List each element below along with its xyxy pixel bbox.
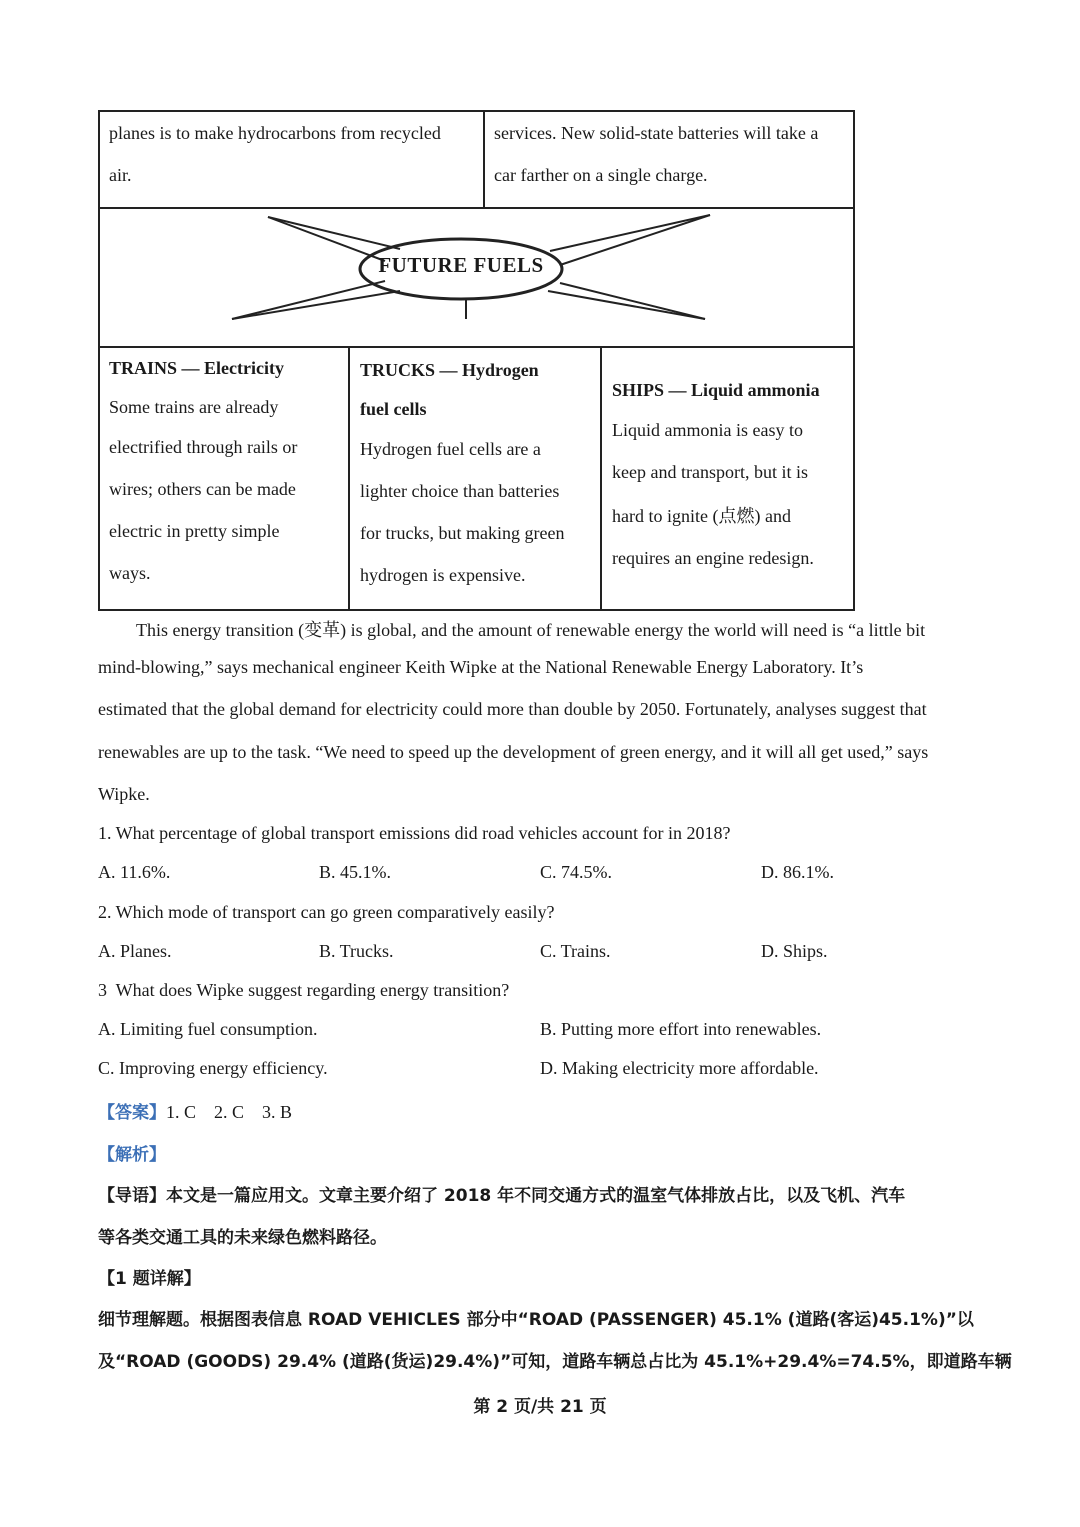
cell-line: services. New solid-state batteries will take a: [494, 123, 819, 143]
table-col-divider-2: [600, 346, 602, 610]
question-stem: 1. What percentage of global transport emissions did road vehicles account for in 2018?: [98, 823, 731, 843]
question-option: D. 86.1%.: [761, 862, 834, 882]
cell-trucks: [360, 350, 596, 596]
question-option: C. 74.5%.: [540, 862, 612, 882]
question-option: B. Putting more effort into renewables.: [540, 1019, 822, 1039]
cell-line: air.: [109, 165, 132, 185]
guide-line: 【导语】本文是一篇应用文。文章主要介绍了 2018 年不同交通方式的温室气体排放占比，以及飞机、汽车: [98, 1186, 906, 1206]
answer-label: 【答案】: [98, 1103, 166, 1123]
ships-heading: SHIPS — Liquid ammonia: [612, 380, 820, 400]
table-col-divider-1: [348, 346, 350, 610]
detail-line: 及“ROAD (GOODS) 29.4% (道路(货运)29.4%)”可知，道路车辆总占比为 45.1%+29.4%=74.5%，即道路车辆: [98, 1352, 1012, 1372]
question-option: A. 11.6%.: [98, 862, 171, 882]
diagram-spoke: [232, 281, 385, 319]
answer-value: 1. C 2. C 3. B: [166, 1102, 293, 1122]
cell-ships: [612, 370, 850, 578]
cell-planes-continued: [109, 112, 479, 196]
question-option: B. Trucks.: [319, 941, 394, 961]
diagram-label: FUTURE FUELS: [378, 253, 544, 277]
question-option: C. Improving energy efficiency.: [98, 1058, 328, 1078]
analysis-label: 【解析】: [98, 1145, 166, 1165]
detail-label: 【1 题详解】: [98, 1269, 201, 1289]
table-border-right: [853, 110, 855, 611]
cell-cars-continued: [494, 112, 849, 196]
question-option: D. Ships.: [761, 941, 828, 961]
table-col-divider-top: [483, 110, 485, 208]
cell-line: car farther on a single charge.: [494, 165, 708, 185]
trucks-heading-2: fuel cells: [360, 399, 427, 419]
question-stem: 3 What does Wipke suggest regarding energy transition?: [98, 980, 510, 1000]
passage-line: This energy transition (变革) is global, and the amount of renewable energy the world will need is “a little bit: [136, 620, 926, 640]
cell-line: Hydrogen fuel cells are a: [360, 439, 541, 459]
passage-line: estimated that the global demand for electricity could more than double by 2050. Fortunately, analyses suggest that: [98, 699, 927, 719]
cell-line: for trucks, but making green: [360, 523, 565, 543]
passage-line: mind-blowing,” says mechanical engineer Keith Wipke at the National Renewable Energy Laboratory. It’s: [98, 657, 864, 677]
cell-line: Some trains are already: [109, 397, 279, 417]
cell-line: hard to ignite (点燃) and: [612, 506, 791, 526]
page-number: 第 2 页/共 21 页: [473, 1397, 607, 1417]
cell-line: wires; others can be made: [109, 479, 296, 499]
question-option: A. Planes.: [98, 941, 172, 961]
table-border-left: [98, 110, 100, 611]
question-option: B. 45.1%.: [319, 862, 391, 882]
answer-line: [98, 1098, 292, 1123]
cell-line: planes is to make hydrocarbons from recycled: [109, 123, 441, 143]
question-option: A. Limiting fuel consumption.: [98, 1019, 318, 1039]
cell-line: lighter choice than batteries: [360, 481, 560, 501]
cell-line: requires an engine redesign.: [612, 548, 814, 568]
cell-line: Liquid ammonia is easy to: [612, 420, 803, 440]
cell-line: keep and transport, but it is: [612, 462, 808, 482]
passage-line: renewables are up to the task. “We need to speed up the development of green energy, and it will all get used,” says: [98, 742, 929, 762]
detail-line: 细节理解题。根据图表信息 ROAD VEHICLES 部分中“ROAD (PASSENGER) 45.1% (道路(客运)45.1%)”以: [98, 1310, 974, 1330]
diagram-spoke: [560, 283, 705, 319]
guide-line: 等各类交通工具的未来绿色燃料路径。: [98, 1228, 387, 1248]
cell-line: hydrogen is expensive.: [360, 565, 526, 585]
table-border-bottom: [98, 609, 855, 611]
question-option: C. Trains.: [540, 941, 611, 961]
cell-line: ways.: [109, 563, 151, 583]
diagram-spoke: [268, 217, 400, 249]
cell-trains: [109, 348, 345, 594]
diagram-spoke: [550, 215, 710, 251]
question-stem: 2. Which mode of transport can go green comparatively easily?: [98, 902, 555, 922]
question-option: D. Making electricity more affordable.: [540, 1058, 819, 1078]
cell-line: electric in pretty simple: [109, 521, 280, 541]
diagram-spoke: [232, 291, 400, 319]
diagram-spoke: [560, 215, 710, 265]
trains-heading: TRAINS — Electricity: [109, 358, 284, 378]
diagram-spoke: [548, 291, 705, 319]
cell-line: electrified through rails or: [109, 437, 298, 457]
passage-line: Wipke.: [98, 784, 150, 804]
trucks-heading: TRUCKS — Hydrogen: [360, 360, 539, 380]
